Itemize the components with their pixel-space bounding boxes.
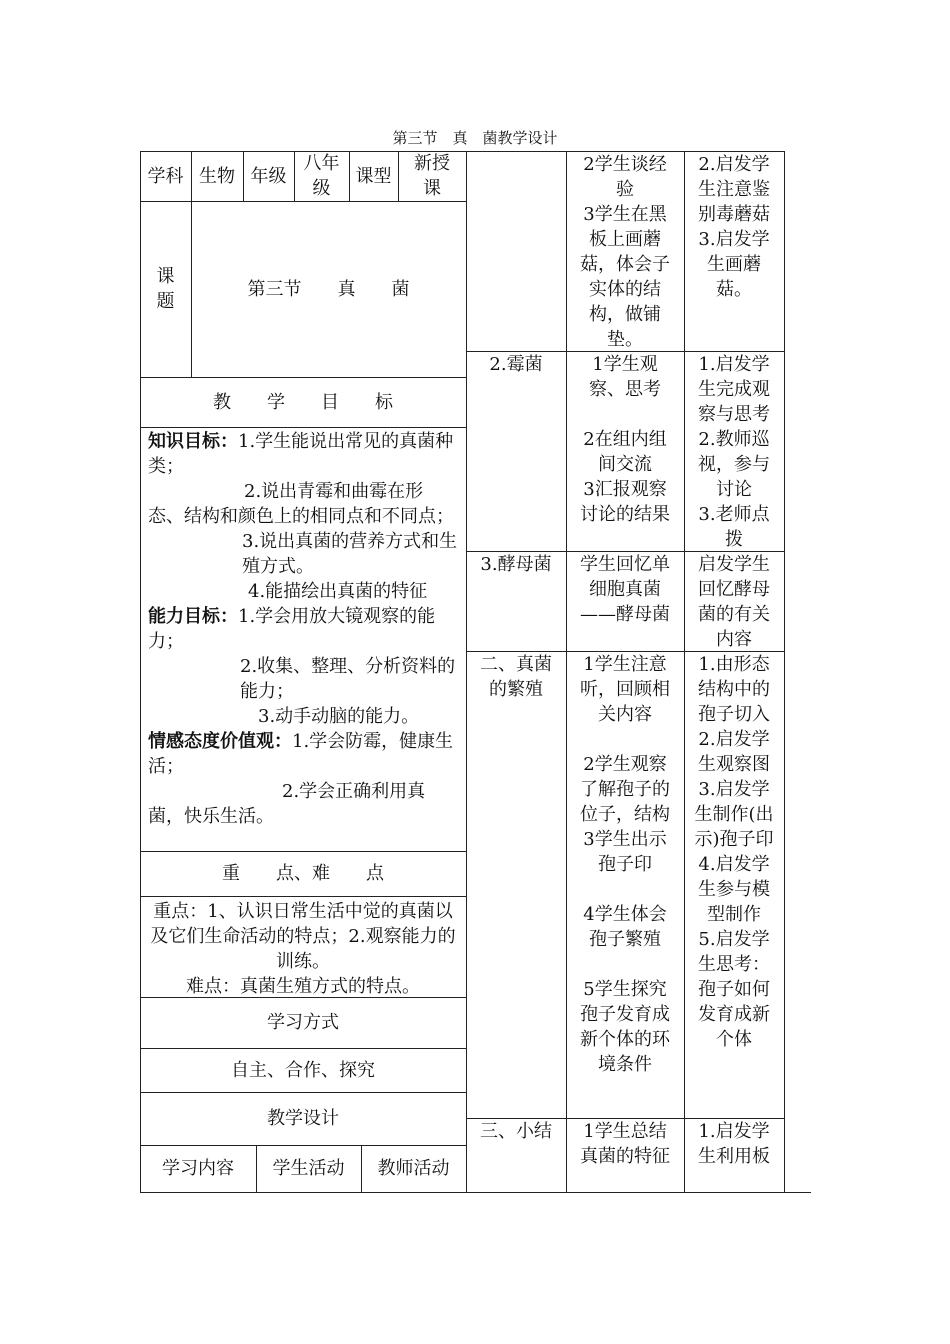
knowledge-goal-2: 2.说出青霉和曲霉在形态、结构和颜色上的相同点和不同点；: [148, 481, 454, 527]
column-header-student: 学生活动: [272, 1158, 345, 1179]
row-teacher-activity: 启发学生回忆酵母菌的有关内容: [698, 554, 770, 650]
row-student-activity: 1学生注意听，回顾相关内容 2学生观察了解孢子的位子，结构 3学生出示孢子印 4学生体会孢子繁殖 5学生探究孢子发育成新个体的环境条件: [580, 654, 670, 1075]
row-teacher-activity: 1.由形态结构中的孢子切入 2.启发学生观察图 3.启发学生制作(出示)孢子印 4.启发学生参与模型制作 5.启发学生思考：孢子如何发育成新个体: [694, 654, 774, 1050]
ability-goal-3: 3.动手动脑的能力。: [258, 706, 420, 727]
row-teacher-activity: 2.启发学生注意鉴别毒蘑菇 3.启发学生画蘑菇。: [698, 154, 770, 300]
difficulty-text: 难点：真菌生殖方式的特点。: [186, 976, 420, 997]
column-header-content: 学习内容: [162, 1158, 234, 1179]
knowledge-goal-1: 1.学生能说出常见的真菌种类；: [148, 431, 454, 477]
table-border: [140, 896, 466, 897]
header-type-label: 课型: [355, 165, 392, 187]
method-value: 自主、合作、探究: [231, 1059, 375, 1081]
column-header-teacher: 教师活动: [377, 1158, 450, 1179]
table-border: [140, 1192, 466, 1193]
emotion-label: 情感态度价值观：: [148, 731, 292, 752]
row-content: 2.霉菌: [489, 354, 543, 375]
emotion-goal-2: 2.学会正确利用真菌，快乐生活。: [148, 781, 426, 827]
row-student-activity: 学生回忆单细胞真菌——酵母菌: [580, 554, 670, 625]
topic-value: 第三节 真 菌: [247, 278, 410, 300]
key-point-text: 重点：1、认识日常生活中觉的真菌以及它们生命活动的特点；2.观察能力的训练。: [150, 901, 456, 972]
row-content: 3.酵母菌: [480, 554, 552, 575]
table-border: [784, 151, 785, 1192]
document-title: 第三节 真 菌教学设计: [392, 129, 558, 147]
row-student-activity: 1学生观察、思考 2在组内组间交流 3汇报观察讨论的结果: [580, 354, 670, 525]
header-subject-label: 学科: [147, 165, 184, 187]
emotion-goal-1: 1.学会防霉，健康生活；: [148, 731, 454, 777]
method-heading: 学习方式: [267, 1012, 339, 1033]
header-subject-value: 生物: [199, 165, 235, 187]
row-teacher-activity: 1.启发学生利用板: [698, 1121, 770, 1167]
ability-label: 能力目标：: [148, 606, 238, 627]
knowledge-label: 知识目标：: [148, 431, 238, 452]
ability-goal-2: 2.收集、整理、分析资料的能力；: [240, 656, 456, 702]
row-student-activity: 2学生谈经验 3学生在黑板上画蘑菇，体会子实体的结构，做铺垫。: [580, 154, 670, 350]
row-student-activity: 1学生总结真菌的特征: [580, 1121, 670, 1167]
row-content: 二、真菌的繁殖: [480, 654, 552, 700]
key-points-content: [140, 898, 466, 997]
ability-goal-1: 1.学会用放大镜观察的能力；: [148, 606, 436, 652]
goals-content: [140, 428, 466, 851]
row-content: 三、小结: [480, 1121, 552, 1142]
knowledge-goal-4: 4.能描绘出真菌的特征: [248, 581, 428, 602]
design-heading: 教学设计: [267, 1108, 339, 1129]
row-teacher-activity: 1.启发学生完成观察与思考 2.教师巡视，参与讨论 3.老师点拨: [698, 354, 770, 550]
table-border: [466, 1192, 811, 1193]
row-content: [466, 152, 566, 351]
topic-label: 课题: [156, 266, 175, 312]
header-grade-label: 年级: [250, 165, 287, 187]
header-type-value: 新授课: [414, 153, 450, 199]
header-grade-value: 八年级: [303, 153, 340, 199]
knowledge-goal-3: 3.说出真菌的营养方式和生殖方式。: [242, 531, 458, 577]
key-points-heading: 重 点、难 点: [222, 863, 384, 884]
goals-heading: 教 学 目 标: [213, 391, 393, 413]
